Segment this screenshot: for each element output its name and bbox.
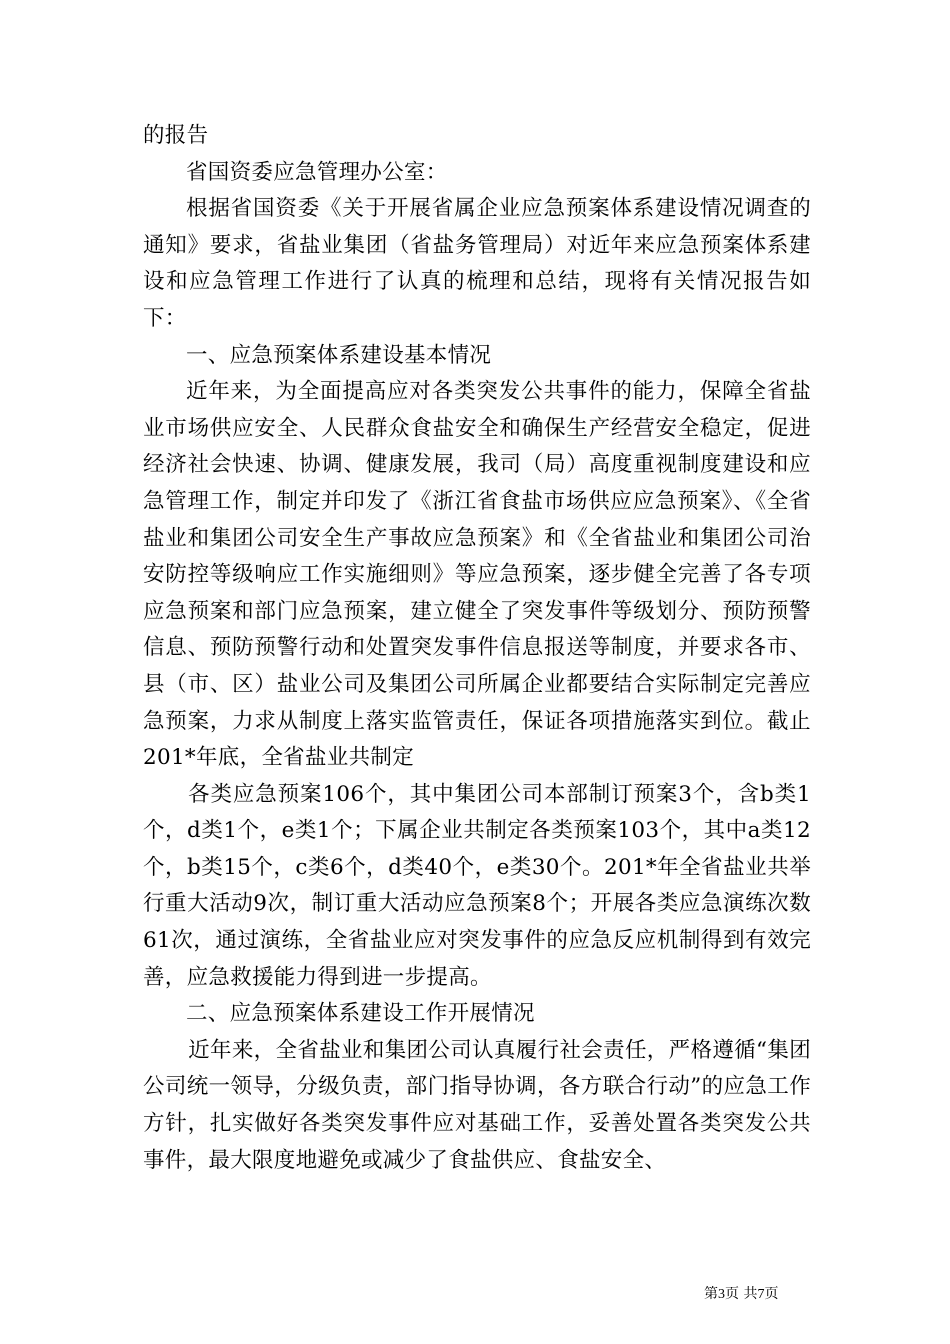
footer-middle: 页 共 (725, 1286, 758, 1302)
salutation: 省国资委应急管理办公室： (186, 159, 448, 185)
body-paragraph: 近年来，为全面提高应对各类突发公共事件的能力，保障全省盐业市场供应安全、人民群众食盐安全和确保生产经营安全稳定，促进经济社会快速、协调、健康发展，我司（局）高度重视制度建设和应急管理工作，制定并印发了《浙江省食盐市场供应应急预案》、《全省盐业和集团公司安全生产事故应急预案》和《全省盐业和集团公司治安防控等级响应工作实施细则》等应急预案，逐步健全完善了各专项应急预案和部门应急预案，建立健全了突发事件等级划分、预防预警信息、预防预警行动和处置突发事件信息报送等制度，并要求各市、县（市、区）盐业公司及集团公司所属企业都要结合实际制定完善应急预案，力求从制度上落实监管责任，保证各项措施落实到位。截止201*年底，全省盐业共制定 (143, 379, 811, 771)
page-number-footer (704, 1285, 778, 1304)
footer-suffix: 页 (764, 1286, 779, 1302)
intro-paragraph: 根据省国资委《关于开展省属企业应急预案体系建设情况调查的通知》要求，省盐业集团（省盐务管理局）对近年来应急预案体系建设和应急管理工作进行了认真的梳理和总结，现将有关情况报告如下： (143, 196, 811, 331)
section-heading-1: 一、应急预案体系建设基本情况 (186, 342, 492, 368)
current-page-number: 3 (718, 1287, 725, 1302)
body-paragraph: 各类应急预案106个，其中集团公司本部制订预案3个，含b类1个，d类1个，e类1个；下属企业共制定各类预案103个，其中a类12个，b类15个，c类6个，d类40个，e类30个。201*年全省盐业共举行重大活动9次，制订重大活动应急预案8个；开展各类应急演练次数61次，通过演练，全省盐业应对突发事件的应急反应机制得到有效完善，应急救援能力得到进一步提高。 (143, 781, 811, 990)
title-continuation: 的报告 (143, 123, 209, 148)
total-page-number: 7 (757, 1287, 765, 1302)
footer-prefix: 第 (704, 1286, 718, 1302)
body-paragraph: 近年来，全省盐业和集团公司认真履行社会责任，严格遵循“集团公司统一领导，分级负责，部门指导协调，各方联合行动”的应急工作方针，扎实做好各类突发事件应对基础工作，妥善处置各类突发公共事件，最大限度地避免或减少了食盐供应、食盐安全、 (143, 1037, 811, 1173)
section-heading-2: 二、应急预案体系建设工作开展情况 (186, 1001, 535, 1027)
document-body (143, 118, 811, 1179)
